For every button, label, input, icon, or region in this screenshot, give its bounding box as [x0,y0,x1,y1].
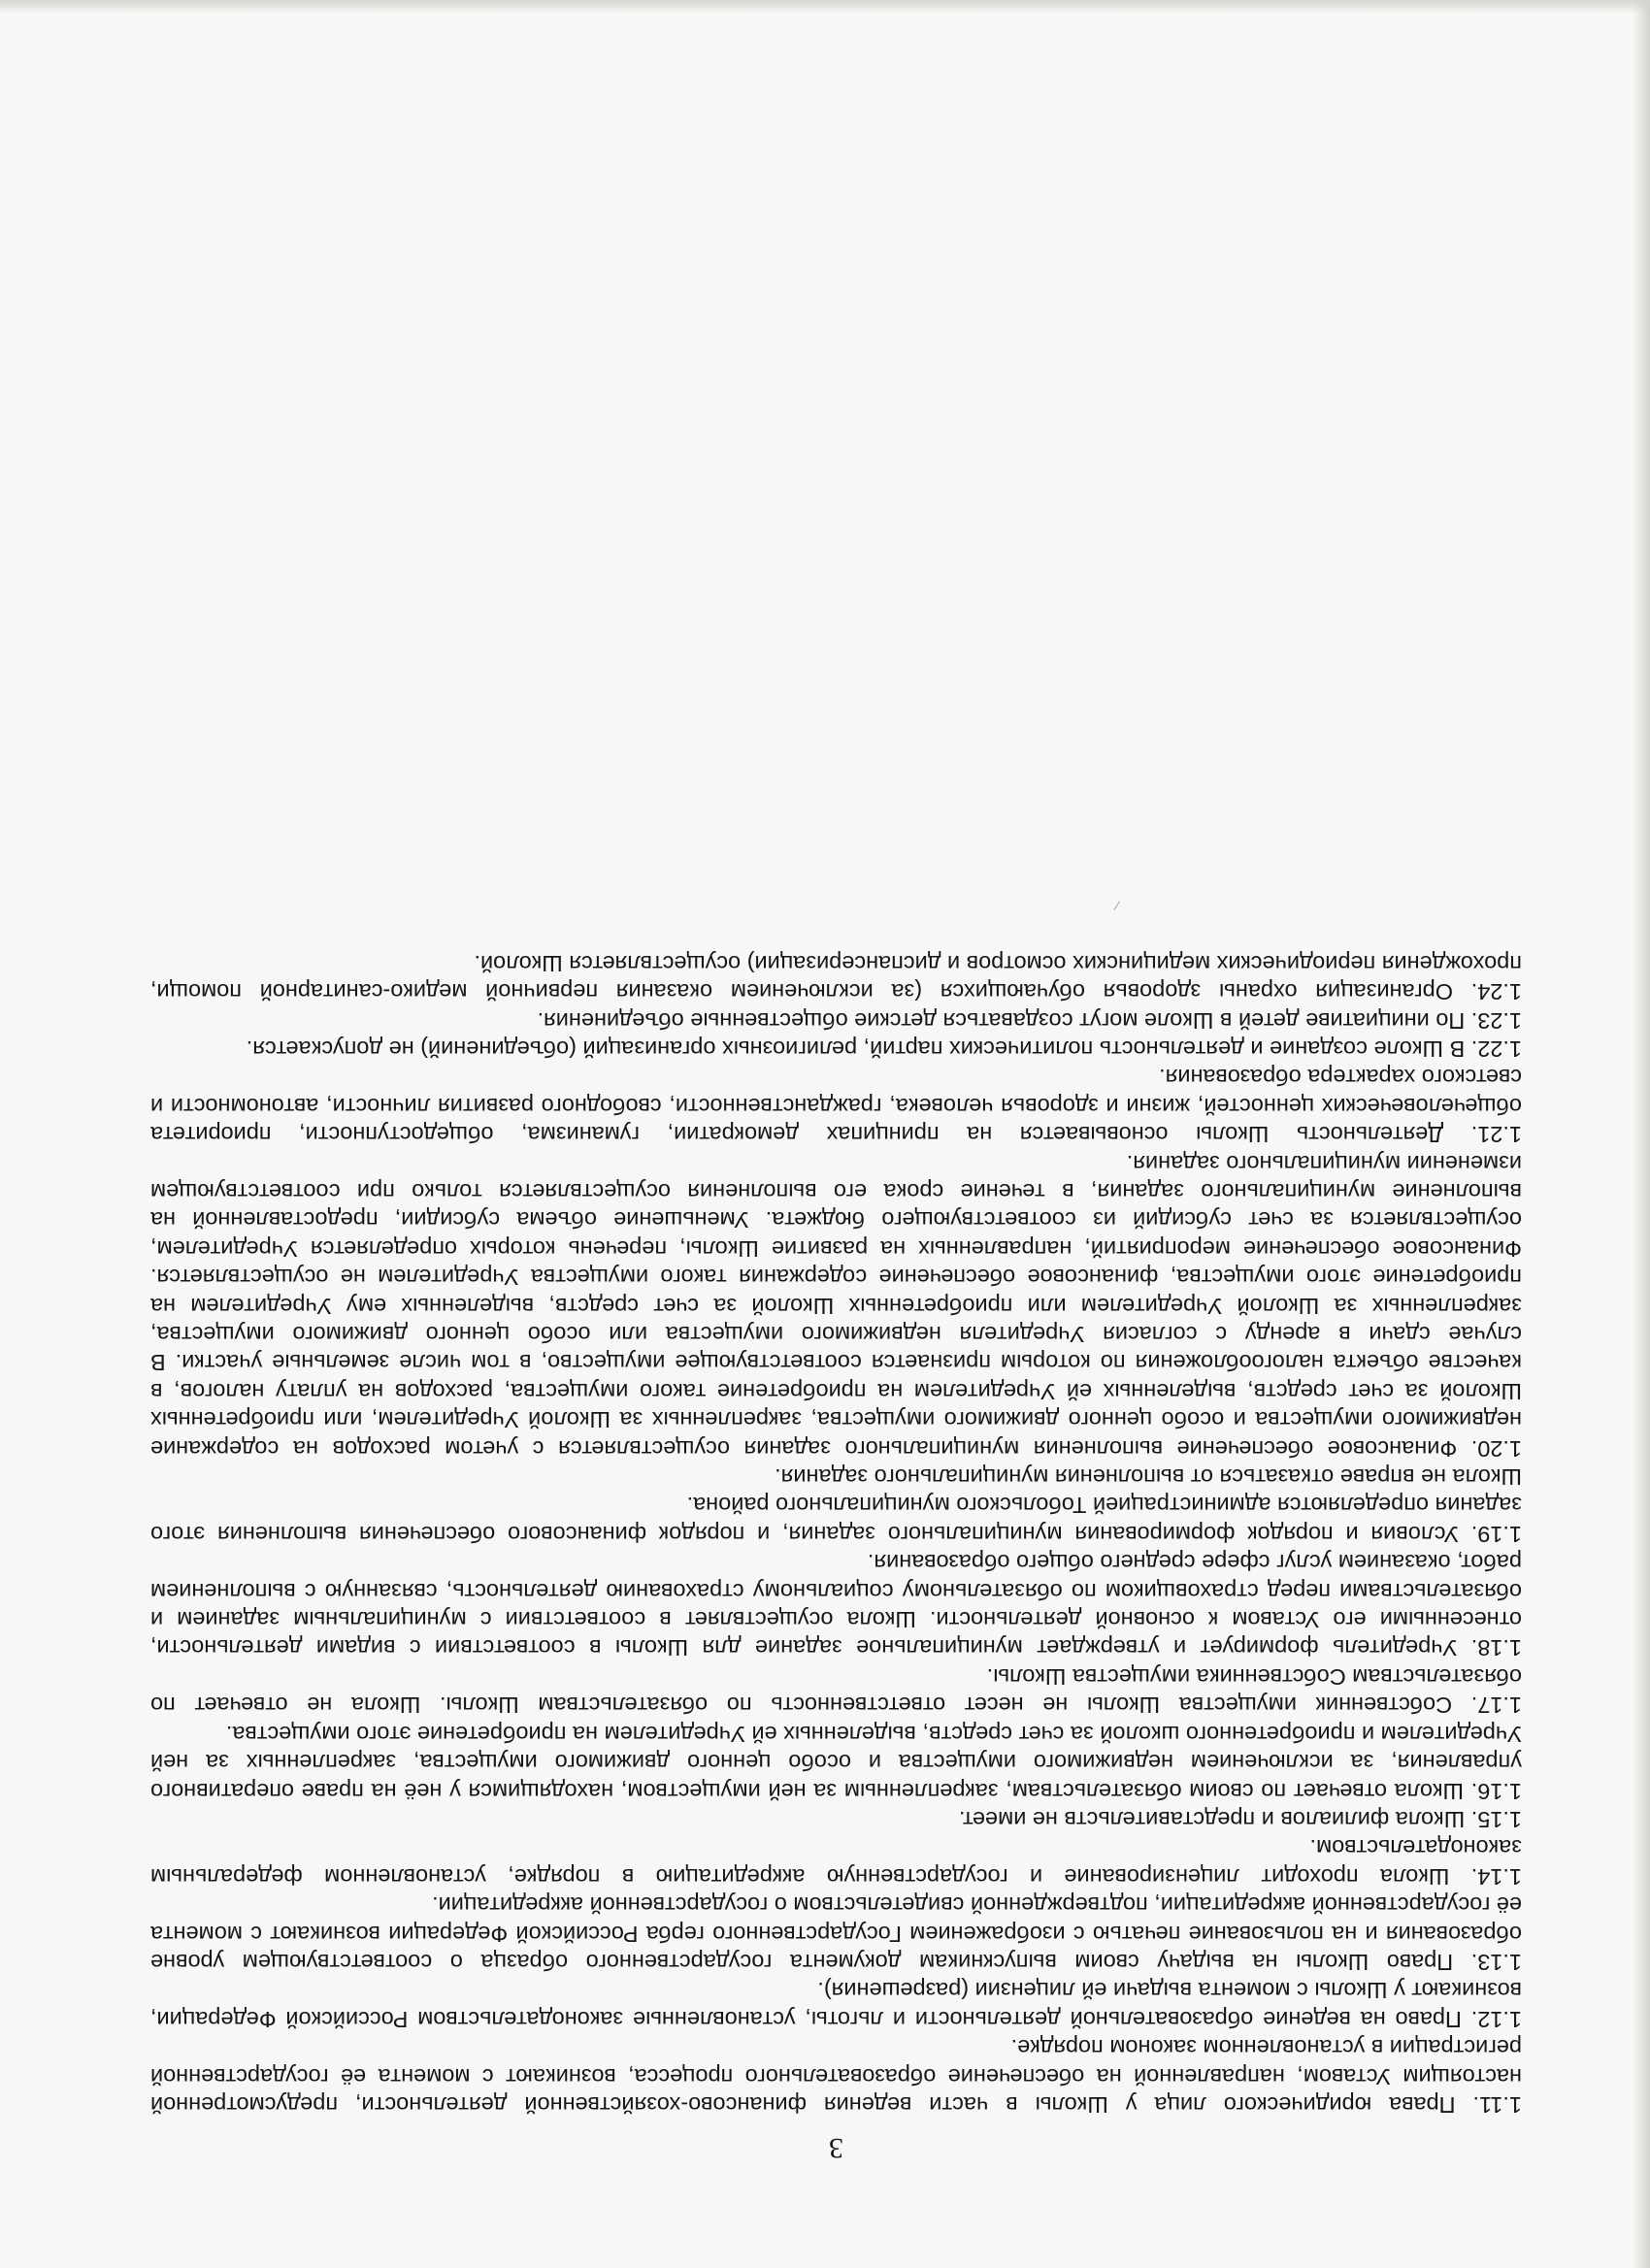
paragraph-1-24: 1.24. Организация охраны здоровья обучающихся (за исключением оказания первичной медико-санитарной помощи, прохождения периодических медицинских осмотров и диспансеризации) осуществляется Школой. [150,950,1522,1005]
paragraph-1-12: 1.12. Право на ведение образовательной деятельности и льготы, установленные законодательством Российской Федерации, возникают у Школы с момента выдачи ей лицензии (разрешения). [150,1978,1522,2032]
paragraph-1-22: 1.22. В Школе создание и деятельность политических партий, религиозных организаций (объединений) не допускается. [246,1035,1522,1062]
paragraph-1-19: 1.19. Условия и порядок формирования муниципального задания, и порядок финансового обеспечения выполнения этого задания определяются администрацией Тобольского муниципального района. [150,1493,1522,1547]
paragraph-1-16: 1.16. Школа отвечает по своим обязательствам, закрепленным за ней имуществом, находящимся у неё на праве оперативного управления, за исключением недвижимого имущества и особо ценного движимого имущества, закрепленных за ней Учредителем и приобретенного школой за счет средств, выделенных ей Учредителем на приобретение этого имущества. [150,1721,1522,1804]
paragraph-1-23: 1.23. По инициативе детей в Школе могут создаваться детские общественные объединения. [537,1007,1522,1034]
paragraph-1-18: 1.18. Учредитель формирует и утверждает муниципальное задание для Школы в соответствии с видами деятельности, отнесенными его Уставом к основной деятельности. Школа осуществляет в соответствии с муниципальным заданием и обязательствами перед страховщиком по обязательному социальному страхованию деятельность, связанную с выполнением работ, оказанием услуг сфере среднего общего образования. [150,1550,1522,1661]
paragraph-1-17: 1.17. Собственник имущества Школы не несет ответственность по обязательствам Школы. Школа не отвечает по обязательствам Собственника имущества Школы. [150,1663,1522,1719]
paragraph-1-11: 1.11. Права юридического лица у Школы в части ведения финансово-хозяйственной деятельности, предусмотренной настоящим Уставом, направленной на обеспечение образовательного процесса, возникают с момента её государственной регистрации в установленном законом порядке. [150,2035,1522,2118]
paragraph-1-21: 1.21. Деятельность Школы основывается на принципах демократии, гуманизма, общедоступности, приоритета общечеловеческих ценностей, жизни и здоровья человека, гражданственности, свободного развития личности, автономности и светского характера образования. [150,1065,1522,1148]
paragraph-1-15: 1.15. Школа филиалов и представительств не имеет. [959,1806,1522,1832]
paragraph-1-20: 1.20. Финансовое обеспечение выполнения муниципального задания осуществляется с учетом расходов на содержание недвижимого имущества и особо ценного движимого имущества, закрепленных за Школой Учредителем, или приобретенных Школой за счет средств, выделенных ей Учредителем на приобретение такого имущества, расходов на уплату налогов, в качестве объекта налогообложения по которым признается соответствующее имущество, в том числе земельные участки. В случае сдачи в аренду с согласия Учредителя недвижимого имущества или особо ценного движимого имущества, закрепленных за Школой Учредителем или приобретенных Школой за счет средств, выделенных ему Учредителем на приобретение этого имущества, финансовое обеспечение содержания такого имущества Учредителем не осуществляется. Финансовое обеспечение мероприятий, направленных на развитие Школы, перечень которых определяется Учредителем, осуществляется за счет субсидий из соответствующего бюджета. Уменьшение объема субсидии, предоставленной на выполнение муниципального задания, в течение срока его выполнения осуществляется только при соответствующем изменении муниципального задания. [150,1150,1522,1462]
paragraph-1-14: 1.14. Школа проходит лицензирование и государственную аккредитацию в порядке, установленном федеральным законодательством. [150,1835,1522,1890]
paragraph-1-13: 1.13. Право Школы на выдачу своим выпускникам документа государственного образца о соответствующем уровне образования и на пользование печатью с изображением Государственного герба Российской Федерации возникают с момента её государственной аккредитации, подтвержденной свидетельством о государственной аккредитации. [150,1892,1522,1975]
paragraph-school-refusal: Школа не вправе отказаться от выполнения муниципального задания. [775,1464,1522,1491]
page-content [150,948,1522,2165]
page-number: 3 [829,2132,843,2164]
scan-smudge: ⁄ [1116,898,1119,913]
